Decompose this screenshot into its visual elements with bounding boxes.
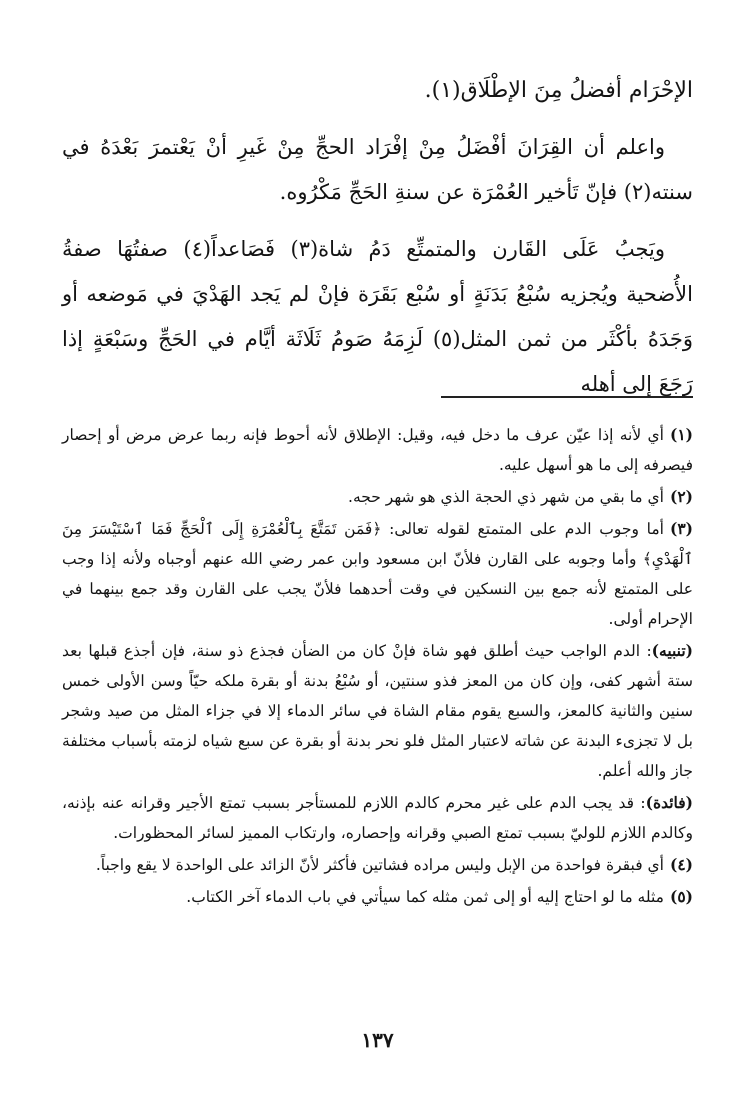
footnote-number: (٢) [669,487,693,506]
footnote-number: (٥) [669,887,693,906]
footnote-4 [62,850,693,880]
footnotes [62,420,693,914]
main-paragraph-1: واعلم أن القِرَانَ أفْضَلُ مِنْ إفْرَاد الحجِّ مِنْ غَيرِ أنْ يَعْتمرَ بَعْدَهُ في سنته(٢) فإنّ تَأخير العُمْرَة عن سنةِ الحَجِّ مَكْرُوه. [62,135,693,204]
note-heading: (فائدة) [645,793,693,812]
note-text: : الدم الواجب حيث أطلق فهو شاة فإنْ كان من الضأن فجذع ذو سنة، فإن أجذع قبلها بعد ستة أشهر كفى، وإن كان من المعز فذو سنتين، أو سُبْعُ بدنة أو بقرة ملكه حيّاً وسن الأولى خمس سنين والثانية كالمعز، والسبع يقوم مقام الشاة في سائر الدماء إلا في جزاء المثل من صيد وشجر بل لا تجزىء البدنة عن شاته لاعتبار المثل فلو نحر بدنة أو بقرة عن سبع شياه لزمته بأسباب مختلفة جاز والله أعلم. [62,642,693,780]
footnote-text: أما وجوب الدم على المتمتع لقوله تعالى: ﴿فَمَن تَمَتَّعَ بِٱلْعُمْرَةِ إِلَى ٱلْحَجِّ فَمَا ٱسْتَيْسَرَ مِنَ ٱلْهَدْيِ﴾ وأما وجوبه على القارن فلأنّ ابن مسعود وابن عمر رضي الله عنهم أوجباه ولأنه إذا وجب على المتمتع لأنه جمع بين النسكين في وقت أحدهما فلأنّ يجب على القارن وقد جمع بينهما في الإحرام أولى. [62,520,693,628]
footnote-1 [62,420,693,480]
footnote-text: أي فبقرة فواحدة من الإبل وليس مراده فشاتين فأكثر لأنّ الزائد على الواحدة لا يقع واجباً. [95,856,664,874]
main-paragraph-2: ويَجبُ عَلَى القَارن والمتمتِّع دَمُ شاة(٣) فَصَاعداً(٤) صفتُهَا صفةُ الأُضحية ويُجزيه سُبْعُ بَدَنَةٍ أو سُبْع بَقَرَة فإنْ لم يَجد الهَدْيَ في مَوضعه أو وَجَدَهُ بأكْثَر من ثمن المثل(٥) لَزِمَهُ صَومُ ثَلَاثَة أيَّام في الحَجِّ وسَبْعَةٍ إذا رَجَعَ إلى أهله [62,237,694,396]
footnote-faida [62,788,693,848]
footnote-number: (١) [669,425,693,444]
page-number: ١٣٧ [361,1028,394,1052]
footnote-number: (٣) [669,519,693,538]
footnote-text: أي ما بقي من شهر ذي الحجة الذي هو شهر حجه. [348,488,664,506]
footnote-number: (٤) [669,855,693,874]
main-text [62,68,693,407]
footnote-2 [62,482,693,512]
note-text: : قد يجب الدم على غير محرم كالدم اللازم للمستأجر بسبب تمتع الأجير وقرانه عنه بإذنه، وكالدم اللازم للوليّ بسبب تمتع الصبي وقرانه وإحصاره، وارتكاب المميز لسائر المحظورات. [62,794,693,842]
note-heading: (تنبيه) [651,641,693,660]
footnote-5 [62,882,693,912]
footnote-3 [62,514,693,634]
footnote-text: أي لأنه إذا عيّن عرف ما دخل فيه، وقيل: الإطلاق لأنه أحوط فإنه ربما عرض مرض أو إحصار فيصرفه إلى ما هو أسهل عليه. [62,426,693,474]
footnote-text: مثله ما لو احتاج إليه أو إلى ثمن مثله كما سيأتي في باب الدماء آخر الكتاب. [186,888,664,906]
footnote-divider [441,396,693,398]
main-line-1: الإحْرَام أفضلُ مِنَ الإطْلَاق(١). [424,78,693,103]
footnote-tanbih [62,636,693,786]
